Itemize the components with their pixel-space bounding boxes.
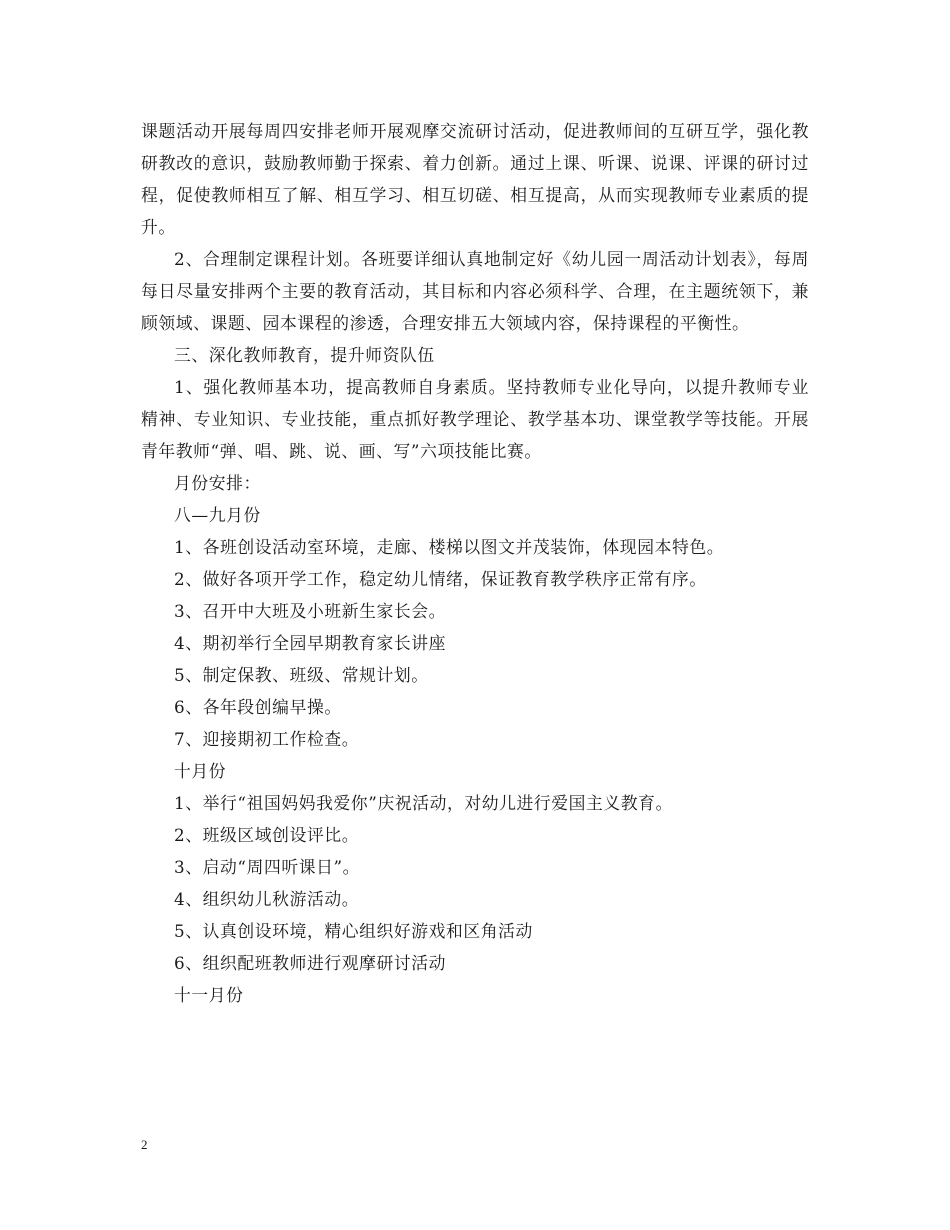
list-item: 2、做好各项开学工作，稳定幼儿情绪，保证教育教学秩序正常有序。 — [174, 569, 707, 589]
list-item: 5、认真创设环境，精心组织好游戏和区角活动 — [174, 921, 533, 941]
month-schedule-heading: 月份安排： — [174, 473, 261, 493]
month-heading-aug-sep: 八—九月份 — [174, 505, 261, 525]
paragraph-research-activities: 课题活动开展每周四安排老师开展观摩交流研讨活动，促进教师间的互研互学，强化教研教改的意识，鼓励教师勤于探索、着力创新。通过上课、听课、说课、评课的研讨过程，促使教师相互了解、相互学习、相互切磋、相互提高，从而实现教师专业素质的提升。 — [141, 121, 809, 237]
month-heading-october: 十月份 — [174, 761, 227, 781]
paragraph-teacher-skills: 1、强化教师基本功，提高教师自身素质。坚持教师专业化导向，以提升教师专业精神、专业知识、专业技能，重点抓好教学理论、教学基本功、课堂教学等技能。开展青年教师“弹、唱、跳、说、画、写”六项技能比赛。 — [141, 377, 809, 461]
list-item: 1、举行“祖国妈妈我爱你”庆祝活动，对幼儿进行爱国主义教育。 — [174, 793, 673, 813]
section-heading-teacher-education: 三、深化教师教育，提升师资队伍 — [174, 345, 435, 365]
list-item: 4、期初举行全园早期教育家长讲座 — [174, 633, 446, 653]
list-item: 6、组织配班教师进行观摩研讨活动 — [174, 953, 446, 973]
list-item: 7、迎接期初工作检查。 — [174, 729, 360, 749]
page-number: 2 — [141, 1137, 148, 1152]
paragraph-course-plan: 2、合理制定课程计划。各班要详细认真地制定好《幼儿园一周活动计划表》，每周每日尽量安排两个主要的教育活动，其目标和内容必须科学、合理，在主题统领下，兼顾领域、课题、园本课程的渗透，合理安排五大领域内容，保持课程的平衡性。 — [141, 249, 809, 333]
list-item: 2、班级区域创设评比。 — [174, 825, 360, 845]
list-item: 1、各班创设活动室环境，走廊、楼梯以图文并茂装饰，体现园本特色。 — [174, 537, 725, 557]
list-item: 3、启动“周四听课日”。 — [174, 857, 361, 877]
list-item: 3、召开中大班及小班新生家长会。 — [174, 601, 446, 621]
month-heading-november: 十一月份 — [174, 985, 244, 1005]
list-item: 6、各年段创编早操。 — [174, 697, 342, 717]
list-item: 5、制定保教、班级、常规计划。 — [174, 665, 429, 685]
list-item: 4、组织幼儿秋游活动。 — [174, 889, 360, 909]
document-body — [141, 115, 809, 1011]
